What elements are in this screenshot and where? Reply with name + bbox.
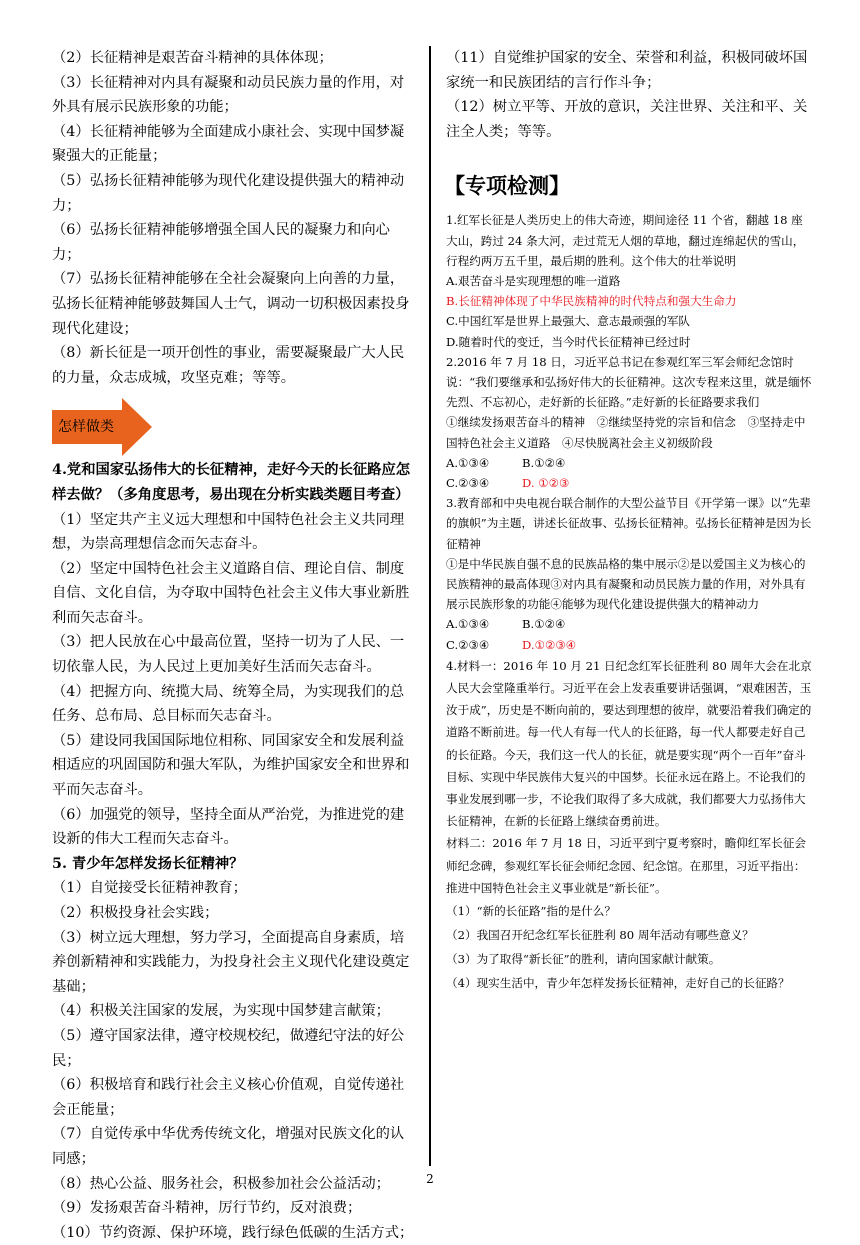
option-b-answer: B.长征精神体现了中华民族精神的时代特点和强大生命力 [446,294,737,309]
list-item: （5）弘扬长征精神能够为现代化建设提供强大的精神动力； [52,172,405,214]
option-b: B.①②④ [522,617,566,632]
list-item: （2）坚定中国特色社会主义道路自信、理论自信、制度自信、文化自信，为夺取中国特色社会主义伟大事业新胜利而矢志奋斗。 [52,560,410,626]
list-item: （5）遵守国家法律，遵守校规校纪，做遵纪守法的好公民； [52,1027,405,1069]
list-item: （7）弘扬长征精神能够在全社会凝聚向上向善的力量，弘扬长征精神能够鼓舞国人士气，调动一切积极因素投身现代化建设； [52,271,410,337]
option-c: C.②③④ [446,637,490,652]
list-item: （4）长征精神能够为全面建成小康社会、实现中国梦凝聚强大的正能量； [52,123,405,165]
list-item: （2）积极投身社会实践； [52,905,219,921]
list-item: （11）自觉维护国家的安全、荣誉和利益，积极同破坏国家统一和民族团结的言行作斗争； [446,50,808,91]
question-statements: ①继续发扬艰苦奋斗的精神 ②继续坚持党的宗旨和信念 ③坚持走中国特色社会主义道路 ④尽快脱离社会主义初级阶段 [446,415,806,450]
material-two: 材料二：2016 年 7 月 18 日，习近平到宁夏考察时，瞻仰红军长征会师纪念碑，参观红军长征会师纪念园、纪念馆。在那里，习近平指出：推进中国特色社会主义事业就是“新长征”。 [446,836,806,895]
option-row [446,635,812,655]
sub-question: （3）为了取得“新长征”的胜利，请向国家献计献策。 [446,952,721,967]
list-item: （4）积极关注国家的发展，为实现中国梦建言献策； [52,1003,390,1020]
list-item: （6）积极培育和践行社会主义核心价值观，自觉传递社会正能量； [52,1077,405,1118]
question-title: 5. 青少年怎样发扬长征精神？ [52,855,244,872]
left-column [52,46,418,1245]
list-item: （2）长征精神是艰苦奋斗精神的具体体现； [52,50,333,66]
list-item: （5）建设同我国国际地位相称、同国家安全和发展利益相适应的巩固国防和强大军队，为维护国家安全和世界和平而矢志奋斗。 [52,732,410,799]
question-stem: 3.教育部和中央电视台联合制作的大型公益节目《开学第一课》以“先辈的旗帜”为主题，讲述长征故事、弘扬长征精神。弘扬长征精神是因为长征精神 [446,496,812,551]
list-item: （7）自觉传承中华优秀传统文化，增强对民族文化的认同感； [52,1126,405,1167]
arrow-label: 怎样做类 [58,419,114,436]
list-item: （6）弘扬长征精神能够增强全国人民的凝聚力和向心力； [52,222,390,263]
option-a: A.①③④ [446,455,490,470]
list-item: （3）树立远大理想，努力学习，全面提高自身素质，培养创新精神和实践能力，为投身社会主义现代化建设奠定基础； [52,929,410,995]
option-d-answer: D.①②③④ [522,637,577,652]
right-column [446,46,812,995]
option-d: D.随着时代的变迁，当今时代长征精神已经过时 [446,334,691,349]
sub-question: （4）现实生活中，青少年怎样发扬长征精神，走好自己的长征路？ [446,976,790,991]
option-row [446,473,812,493]
list-item: （1）自觉接受长征精神教育； [52,880,247,897]
option-a: A.①③④ [446,617,490,632]
column-divider [429,46,431,1166]
option-a: A.艰苦奋斗是实现理想的唯一道路 [446,273,621,288]
option-d-answer: D. ①②③ [522,476,570,491]
page-number: 2 [426,1172,434,1186]
list-item: （9）发扬艰苦奋斗精神，厉行节约，反对浪费； [52,1200,362,1217]
list-item: （8）热心公益、服务社会，积极参加社会公益活动； [52,1175,390,1192]
list-item: （3）长征精神对内具有凝聚和动员民族力量的作用，对外具有展示民族形象的功能； [52,74,405,116]
question-statements: ①是中华民族自强不息的民族品格的集中展示②是以爱国主义为核心的民族精神的最高体现③对内具有凝聚和动员民族力量的作用，对外具有展示民族形象的功能④能够为现代化建设提供强大的精神动力 [446,556,806,612]
list-item: （8）新长征是一项开创性的事业，需要凝聚最广大人民的力量，众志成城，攻坚克难；等等。 [52,345,405,386]
list-item: （1）坚定共产主义远大理想和中国特色社会主义共同理想，为崇高理想信念而矢志奋斗。 [52,511,405,553]
option-b: B.①②④ [522,455,566,470]
sub-question: （1）“新的长征路”指的是什么？ [446,904,616,919]
option-row [446,453,812,473]
list-item: （10）节约资源、保护环境，践行绿色低碳的生活方式； [52,1224,414,1241]
question-title: 4.党和国家弘扬伟大的长征精神，走好今天的长征路应怎样去做？（多角度思考，易出现在分析实践类题目考查） [52,462,411,503]
option-c: C.中国红军是世界上最强大、意志最顽强的军队 [446,314,691,329]
list-item: （4）把握方向、统揽大局、统筹全局，为实现我们的总任务、总布局、总目标而矢志奋斗。 [52,683,405,725]
option-c: C.②③④ [446,476,490,491]
list-item: （6）加强党的领导，坚持全面从严治党，为推进党的建设新的伟大工程而矢志奋斗。 [52,806,405,848]
section-title: 【专项检测】 [444,173,570,199]
question-stem: 1.红军长征是人类历史上的伟大奇迹，期间途径 11 个省，翻越 18 座大山，跨过 24 条大河，走过荒无人烟的草地，翻过连绵起伏的雪山，行程约两万五千里，最后期的胜利。这个伟大的壮举说明 [446,213,805,268]
question-stem: 2.2016 年 7 月 18 日，习近平总书记在参观红军三军会师纪念馆时说：“我们要继承和弘扬好伟大的长征精神。这次专程来这里，就是缅怀先烈、不忘初心，走好新的长征路。”走好新的长征路要求我们 [446,354,812,410]
material-one: 4.材料一：2016 年 10 月 21 日纪念红军长征胜利 80 周年大会在北京人民大会堂隆重举行。习近平在会上发表重要讲话强调，“艰难困苦，玉汝于成”，历史是不断向前的，要达到理想的彼岸，就要沿着我们确定的道路不断前进。每一代人有每一代人的长征路，每一代人都要走好自己的长征路。今天，我们这一代人的长征，就是要实现“两个一百年”奋斗目标、实现中华民族伟大复兴的中国梦。长征永远在路上。不论我们的事业发展到哪一步，不论我们取得了多大成就，我们都要大力弘扬伟大长征精神，在新的长征路上继续奋勇前进。 [446,658,812,829]
list-item: （12）树立平等、开放的意识，关注世界、关注和平、关注全人类；等等。 [446,99,808,140]
section-arrow-banner [52,398,418,458]
option-row [446,614,812,634]
sub-question: （2）我国召开纪念红军长征胜利 80 周年活动有哪些意义？ [446,928,754,943]
list-item: （3）把人民放在心中最高位置，坚持一切为了人民、一切依靠人民，为人民过上更加美好生活而矢志奋斗。 [52,634,405,676]
